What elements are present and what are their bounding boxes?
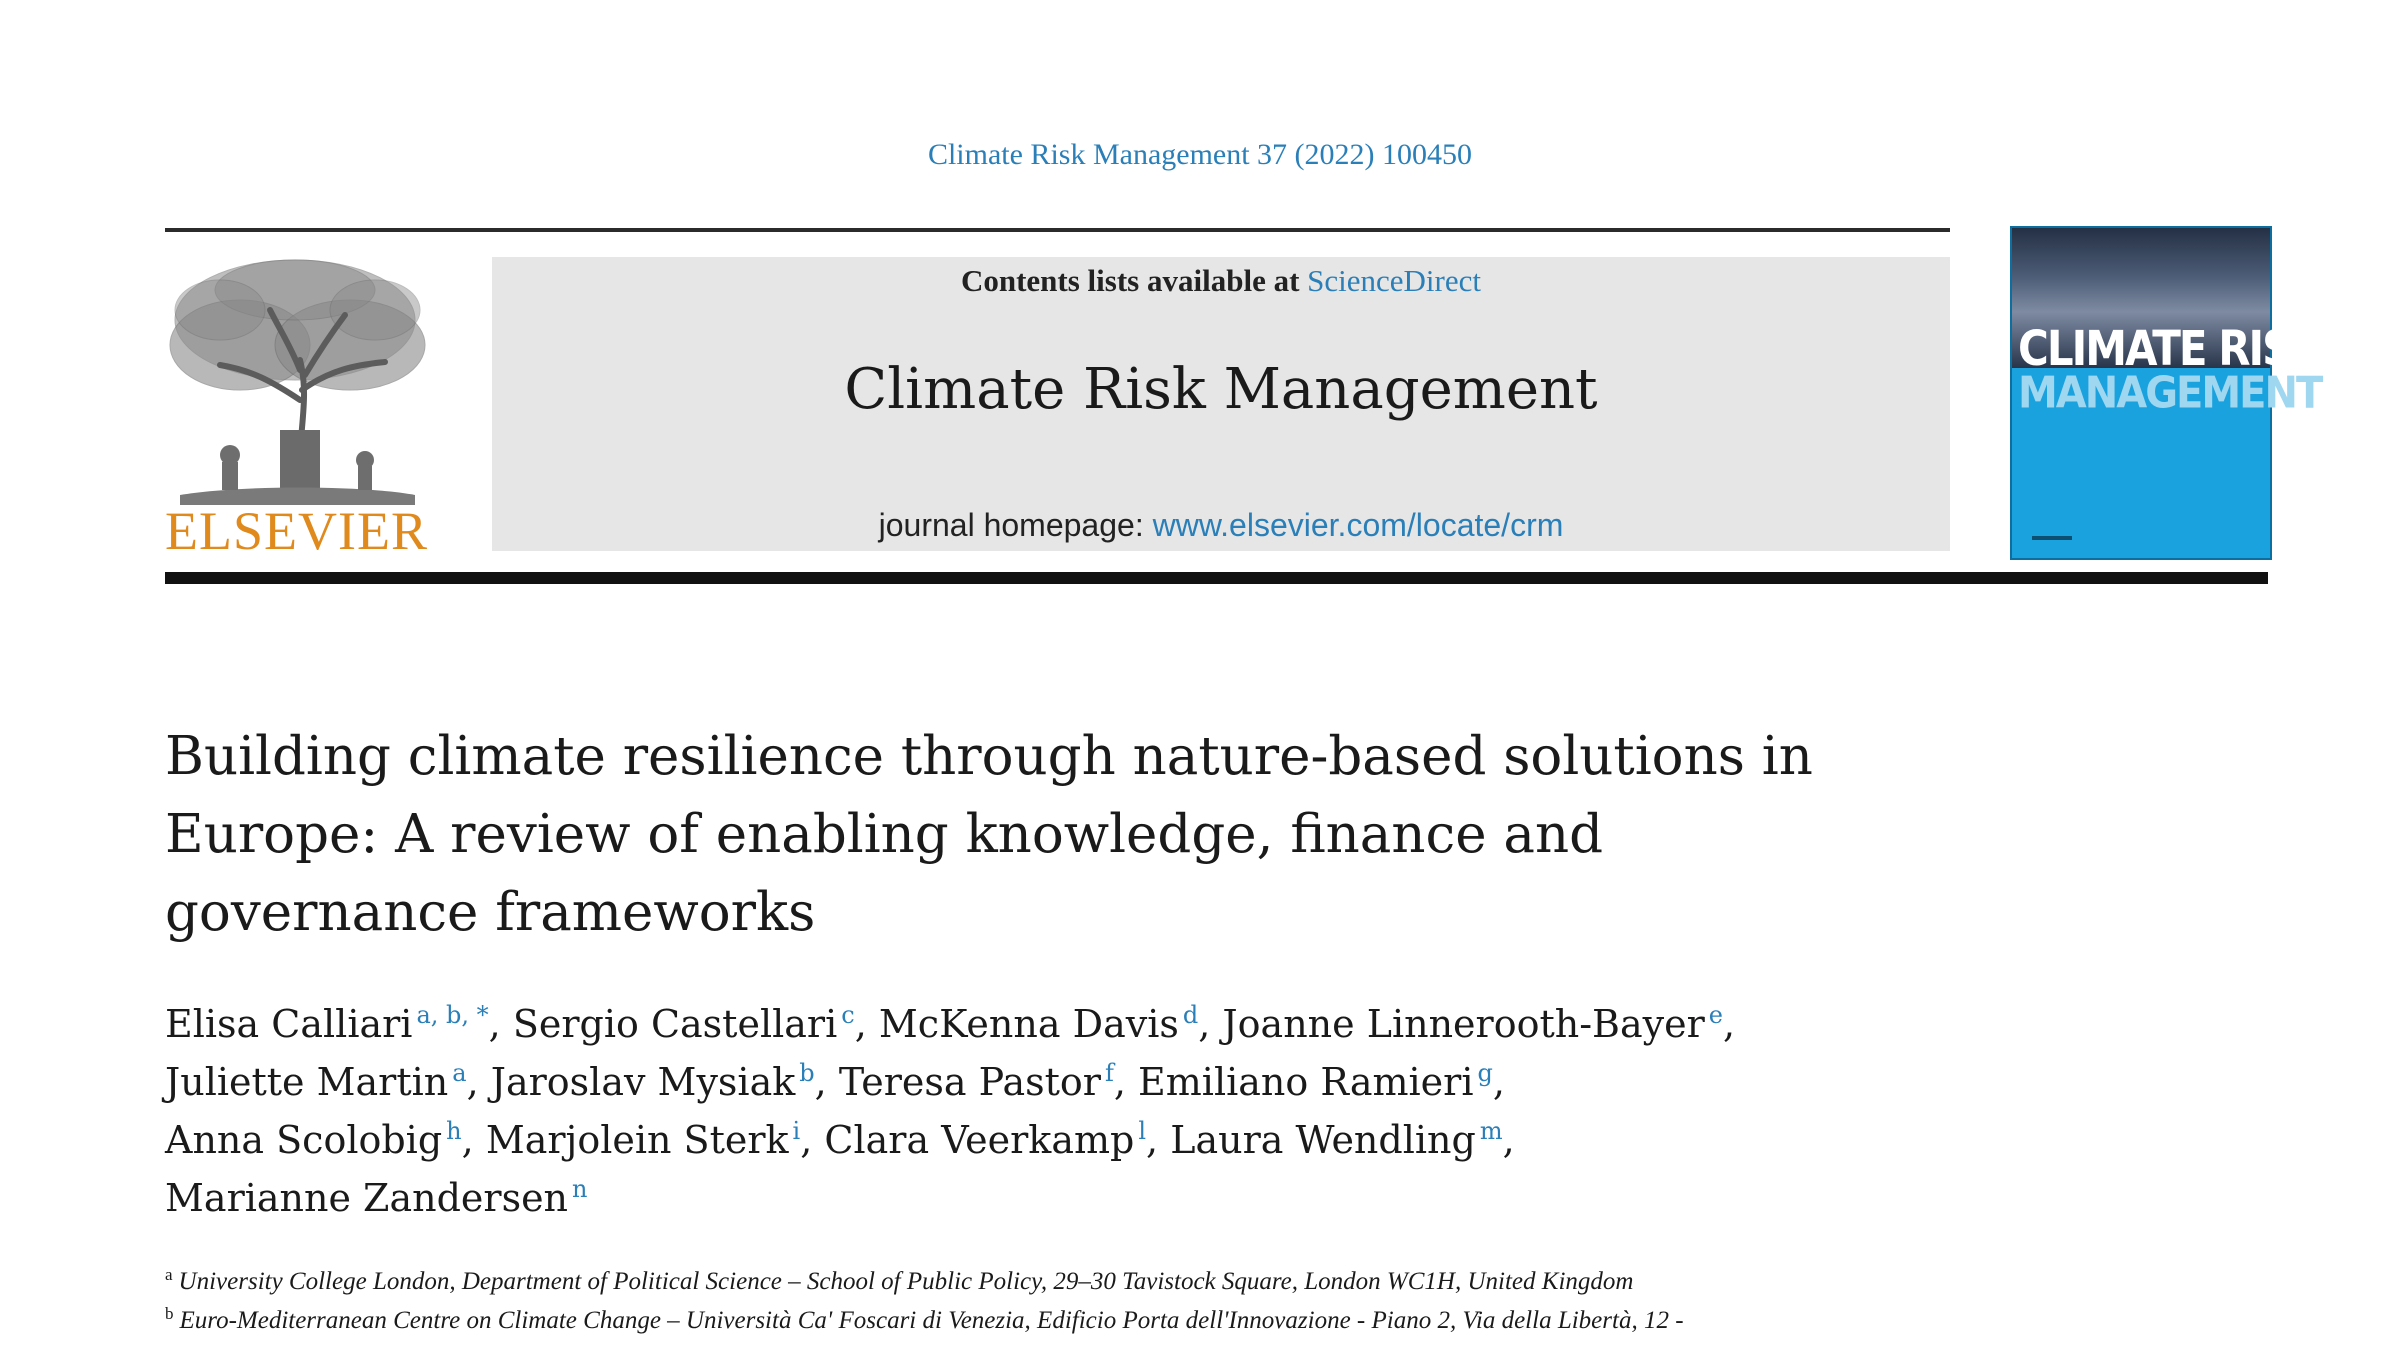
author-affiliation-ref[interactable]: l [1138,1117,1147,1146]
author-affiliation-ref[interactable]: b [799,1059,815,1088]
author-name: Juliette Martin [165,1060,449,1104]
author[interactable] [824,1118,1158,1162]
author-line [165,1111,1965,1169]
author[interactable] [165,1176,588,1220]
author-separator: , [854,1002,867,1046]
affiliation-text: University College London, Department of Political Science – School of Public Policy, 29–30 Tavistock Square, London WC1H, United Kingdom [178,1268,1634,1295]
author-separator: , [1492,1060,1505,1104]
journal-cover-thumbnail[interactable] [2010,226,2322,560]
cover-title-line2: MANAGEMENT [2018,368,2322,419]
author[interactable] [491,1060,827,1104]
author[interactable] [1138,1060,1505,1104]
author-name: Teresa Pastor [838,1060,1101,1104]
author[interactable] [1222,1002,1735,1046]
author[interactable] [486,1118,813,1162]
author[interactable] [839,1060,1126,1104]
author-name: Marianne Zandersen [165,1176,569,1220]
author-affiliation-ref[interactable]: n [572,1175,588,1204]
homepage-prefix: journal homepage: [878,507,1144,543]
article-title-line: governance frameworks [165,882,816,943]
affiliation-item [165,1301,1965,1340]
author[interactable] [165,1060,479,1104]
author-list [165,995,1965,1227]
author[interactable] [165,1118,474,1162]
author-separator: , [466,1060,479,1104]
author-separator: , [800,1118,813,1162]
author-affiliation-ref[interactable]: a, b, * [416,1001,489,1030]
author-affiliation-ref[interactable]: i [792,1117,801,1146]
sciencedirect-link[interactable]: ScienceDirect [1307,263,1482,298]
journal-title: Climate Risk Management [844,357,1598,422]
journal-citation[interactable]: Climate Risk Management 37 (2022) 100450 [927,138,1473,171]
author-name: Jaroslav Mysiak [490,1060,796,1104]
article-title [165,718,1915,952]
author-separator: , [1146,1118,1159,1162]
author-separator: , [1722,1002,1736,1046]
author-separator: , [1198,1002,1211,1046]
journal-masthead [492,257,1950,551]
author-affiliation-ref[interactable]: a [452,1059,467,1088]
author-name: Laura Wendling [1170,1118,1476,1162]
author-separator: , [1113,1060,1126,1104]
author-line [165,1169,1965,1227]
author-name: Elisa Calliari [165,1002,413,1046]
author-name: Clara Veerkamp [824,1118,1135,1162]
affiliation-key: b [165,1303,174,1323]
journal-homepage [492,507,1950,544]
author-affiliation-ref[interactable]: e [1708,1001,1723,1030]
author-separator: , [1502,1118,1515,1162]
author-line [165,995,1965,1053]
journal-homepage-link[interactable]: www.elsevier.com/locate/crm [1152,507,1564,543]
author-affiliation-ref[interactable]: m [1479,1117,1503,1146]
author-name: Marjolein Sterk [485,1118,789,1162]
contents-prefix: Contents lists available at [960,263,1300,298]
author-affiliation-ref[interactable]: h [446,1117,462,1146]
author-affiliation-ref[interactable]: g [1477,1059,1493,1088]
affiliation-list [165,1262,1965,1340]
author[interactable] [513,1002,867,1046]
author-affiliation-ref[interactable]: c [841,1001,855,1030]
author-name: Emiliano Ramieri [1138,1060,1474,1104]
author[interactable] [1170,1118,1514,1162]
contents-availability [492,263,1950,299]
header-top-rule [165,228,1950,232]
article-title-line: Building climate resilience through nature-based solutions in [165,726,1813,787]
author-separator: , [488,1002,501,1046]
author[interactable] [165,1002,501,1046]
cover-title-line1: CLIMATE RISK [2018,320,2321,377]
author-separator: , [814,1060,827,1104]
author-affiliation-ref[interactable]: d [1182,1001,1199,1030]
author-name: McKenna Davis [878,1002,1179,1046]
author-affiliation-ref[interactable]: f [1104,1059,1114,1088]
publisher-wordmark: ELSEVIER [165,501,428,561]
author-line [165,1053,1965,1111]
affiliation-text: Euro-Mediterranean Centre on Climate Change – Università Ca' Foscari di Venezia, Edificio Porta dell'Innovazione - Piano 2, Via della Libertà, 12 - [179,1307,1684,1334]
affiliation-item [165,1262,1965,1301]
affiliation-key: a [165,1264,173,1284]
author-separator: , [461,1118,474,1162]
author-name: Anna Scolobig [165,1118,443,1162]
author[interactable] [879,1002,1210,1046]
cover-publisher-mark [2032,536,2072,540]
header-bottom-rule [165,572,2268,584]
author-name: Sergio Castellari [512,1002,838,1046]
author-name: Joanne Linnerooth-Bayer [1222,1002,1705,1046]
article-title-line: Europe: A review of enabling knowledge, finance and [165,804,1604,865]
